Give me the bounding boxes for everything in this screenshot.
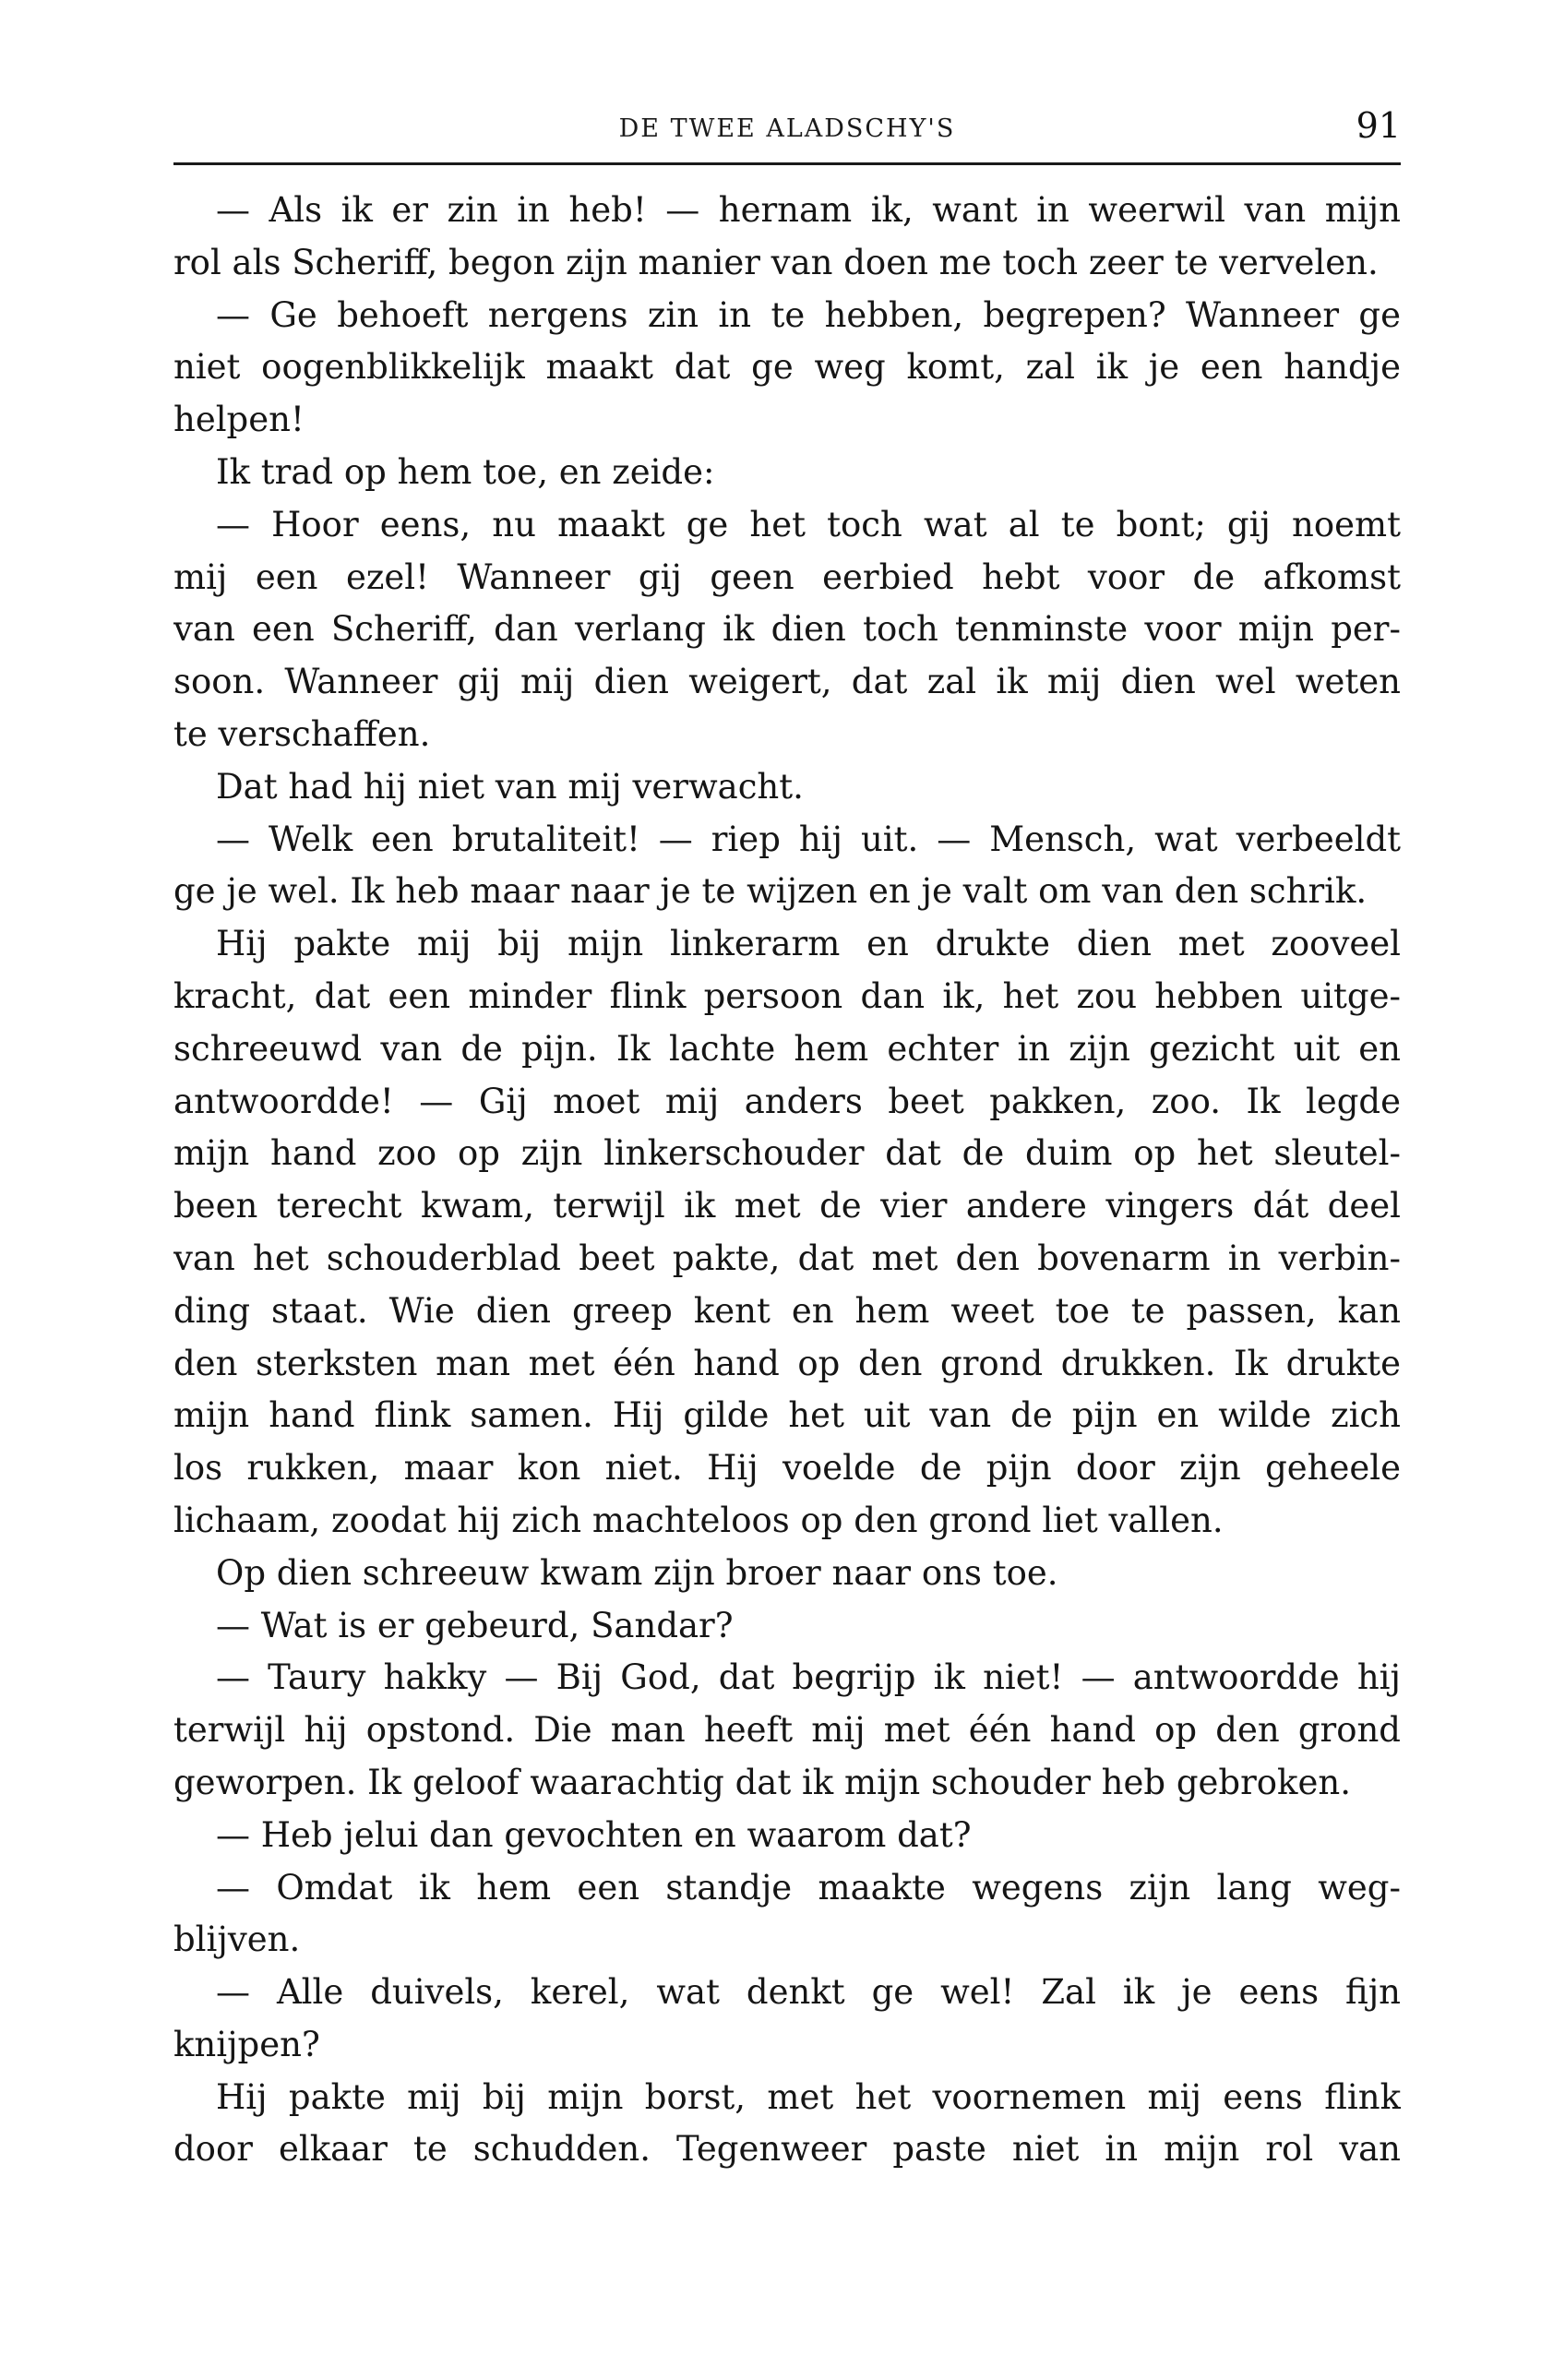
text-line: schreeuwd van de pijn. Ik lachte hem echter in zijn gezicht uit en	[173, 1028, 1401, 1069]
text-line: den sterksten man met één hand op den grond drukken. Ik drukte	[173, 1343, 1401, 1383]
text-line: blijven.	[173, 1920, 301, 1960]
text-line: los rukken, maar kon niet. Hij voelde de pijn door zijn geheele	[173, 1448, 1401, 1489]
text-line: Op dien schreeuw kwam zijn broer naar ons toe.	[216, 1552, 1058, 1593]
text-line: terwijl hij opstond. Die man heeft mij met één hand op den grond	[173, 1710, 1401, 1751]
page-number: 91	[1356, 105, 1401, 146]
text-line: — Hoor eens, nu maakt ge het toch wat al te bont; gij noemt	[216, 504, 1401, 544]
text-line: helpen!	[173, 400, 305, 440]
text-line: kracht, dat een minder flink persoon dan ik, het zou hebben uitge-	[173, 975, 1401, 1016]
text-line: antwoordde! — Gij moet mij anders beet pakken, zoo. Ik legde	[173, 1081, 1401, 1121]
text-line: mijn hand zoo op zijn linkerschouder dat de duim op het sleutel-	[173, 1133, 1401, 1174]
text-line: — Welk een brutaliteit! — riep hij uit. — Mensch, wat verbeeldt	[216, 819, 1401, 859]
header-rule	[173, 162, 1401, 165]
text-line: van een Scheriff, dan verlang ik dien toch tenminste voor mijn per-	[173, 609, 1401, 650]
running-title: DE TWEE ALADSCHY'S	[618, 114, 956, 143]
text-line: — Ge behoeft nergens zin in te hebben, begrepen? Wanneer ge	[216, 294, 1401, 335]
text-line: mij een ezel! Wanneer gij geen eerbied hebt voor de afkomst	[173, 556, 1401, 597]
text-line: Hij pakte mij bij mijn borst, met het voornemen mij eens flink	[216, 2076, 1401, 2117]
text-line: geworpen. Ik geloof waarachtig dat ik mijn schouder heb gebroken.	[173, 1762, 1351, 1802]
text-line: — Heb jelui dan gevochten en waarom dat?	[216, 1814, 972, 1855]
text-line: — Wat is er gebeurd, Sandar?	[216, 1605, 734, 1645]
text-line: Dat had hij niet van mij verwacht.	[216, 766, 804, 807]
text-line: been terecht kwam, terwijl ik met de vier andere vingers dát deel	[173, 1186, 1401, 1226]
text-line: soon. Wanneer gij mij dien weigert, dat zal ik mij dien wel weten	[173, 662, 1401, 702]
text-line: — Als ik er zin in heb! — hernam ik, want in weerwil van mijn	[216, 190, 1401, 230]
text-line: rol als Scheriff, begon zijn manier van doen me toch zeer te vervelen.	[173, 242, 1379, 282]
text-line: niet oogenblikkelijk maakt dat ge weg komt, zal ik je een handje	[173, 347, 1401, 388]
running-head	[173, 103, 1401, 161]
body-text	[173, 185, 1401, 2176]
text-line: — Taury hakky — Bij God, dat begrijp ik niet! — antwoordde hij	[216, 1657, 1401, 1698]
text-line: mijn hand flink samen. Hij gilde het uit van de pijn en wilde zich	[173, 1395, 1401, 1436]
text-line: knijpen?	[173, 2024, 320, 2064]
text-line: ge je wel. Ik heb maar naar je te wijzen en je valt om van den schrik.	[173, 871, 1368, 912]
text-line: van het schouderblad beet pakte, dat met den bovenarm in verbin-	[173, 1238, 1401, 1278]
text-line: ding staat. Wie dien greep kent en hem weet toe te passen, kan	[173, 1290, 1401, 1331]
text-line: door elkaar te schudden. Tegenweer paste niet in mijn rol van	[173, 2129, 1401, 2170]
text-line: — Omdat ik hem een standje maakte wegens zijn lang weg-	[216, 1867, 1401, 1908]
text-line: Ik trad op hem toe, en zeide:	[216, 451, 715, 492]
text-line: te verschaffen.	[173, 713, 431, 754]
text-line: lichaam, zoodat hij zich machteloos op den grond liet vallen.	[173, 1500, 1224, 1540]
text-line: — Alle duivels, kerel, wat denkt ge wel! Zal ik je eens fijn	[216, 1972, 1401, 2013]
text-line: Hij pakte mij bij mijn linkerarm en drukte dien met zooveel	[216, 924, 1401, 964]
